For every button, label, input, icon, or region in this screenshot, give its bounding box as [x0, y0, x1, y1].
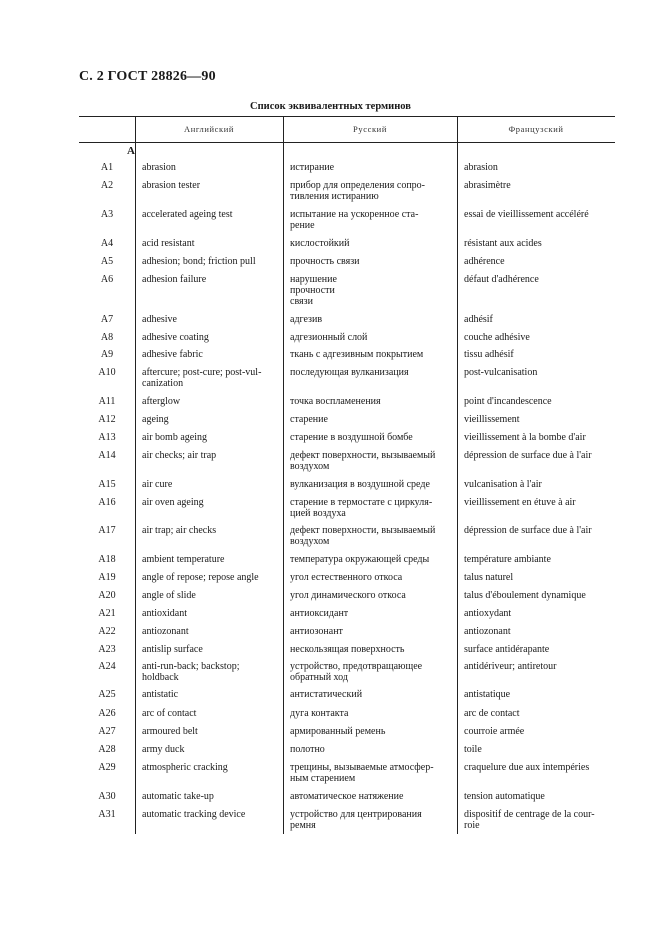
term-french: courroie armée — [464, 726, 525, 737]
term-code: А30 — [98, 791, 116, 802]
term-russian: устройство для центрирования ремня — [290, 809, 422, 831]
term-french: vulcanisation à l'air — [464, 479, 542, 490]
term-code: А29 — [98, 762, 116, 773]
term-russian: дефект поверхности, вызываемый воздухом — [290, 450, 436, 472]
term-english: angle of repose; repose angle — [142, 572, 259, 583]
term-french: adhésif — [464, 314, 493, 325]
term-english: air bomb ageing — [142, 432, 207, 443]
term-french: tension automatique — [464, 791, 545, 802]
term-french: craquelure due aux intempéries — [464, 762, 590, 773]
term-code: А17 — [98, 525, 116, 536]
term-code: А28 — [98, 744, 116, 755]
term-code: А5 — [100, 256, 114, 267]
term-english: air checks; air trap — [142, 450, 217, 461]
term-french: couche adhésive — [464, 332, 530, 343]
table-title: Список эквивалентных терминов — [250, 101, 411, 112]
term-french: antioxydant — [464, 608, 512, 619]
term-russian: прочность связи — [290, 256, 360, 267]
column-divider — [135, 116, 136, 834]
term-code: А7 — [100, 314, 114, 325]
term-french: abrasimètre — [464, 180, 511, 191]
term-english: automatic tracking device — [142, 809, 246, 820]
term-russian: армированный ремень — [290, 726, 386, 737]
term-french: toile — [464, 744, 482, 755]
table-header — [79, 116, 615, 143]
term-code: А16 — [98, 497, 116, 508]
term-french: vieillissement — [464, 414, 520, 425]
term-french: adhérence — [464, 256, 505, 267]
term-english: adhesion; bond; friction pull — [142, 256, 256, 267]
term-french: dispositif de centrage de la cour- roie — [464, 809, 595, 831]
column-header-english: Английский — [183, 124, 235, 134]
term-russian: адгезив — [290, 314, 323, 325]
term-code: А27 — [98, 726, 116, 737]
term-code: А14 — [98, 450, 116, 461]
term-french: surface antidérapante — [464, 644, 550, 655]
term-english: adhesive fabric — [142, 349, 203, 360]
term-french: talus d'éboulement dynamique — [464, 590, 586, 601]
term-french: dépression de surface due à l'air — [464, 450, 592, 461]
term-english: acid resistant — [142, 238, 195, 249]
term-code: А18 — [98, 554, 116, 565]
term-russian: истирание — [290, 162, 335, 173]
term-english: anti-run-back; backstop; holdback — [142, 661, 240, 683]
term-french: résistant aux acides — [464, 238, 542, 249]
term-french: vieillissement à la bombe d'air — [464, 432, 586, 443]
term-russian: нескользящая поверхность — [290, 644, 405, 655]
term-code: А11 — [98, 396, 116, 407]
term-code: А24 — [98, 661, 116, 672]
term-code: А20 — [98, 590, 116, 601]
term-russian: антиоксидант — [290, 608, 349, 619]
term-french: abrasion — [464, 162, 498, 173]
term-russian: старение в термостате с циркуля- цией воздуха — [290, 497, 433, 519]
term-english: antistatic — [142, 689, 179, 700]
term-russian: трещины, вызываемые атмосфер- ным старением — [290, 762, 434, 784]
term-code: А2 — [100, 180, 114, 191]
term-code: А31 — [98, 809, 116, 820]
term-french: point d'incandescence — [464, 396, 552, 407]
term-code: А22 — [98, 626, 116, 637]
term-code: А3 — [100, 209, 114, 220]
term-english: antiozonant — [142, 626, 189, 637]
term-english: arc of contact — [142, 708, 197, 719]
term-code: А25 — [98, 689, 116, 700]
term-russian: угол динамического откоса — [290, 590, 406, 601]
term-english: ageing — [142, 414, 169, 425]
term-russian: нарушение прочности связи — [290, 274, 337, 307]
term-russian: антиозонант — [290, 626, 343, 637]
term-english: air oven ageing — [142, 497, 204, 508]
term-russian: дуга контакта — [290, 708, 349, 719]
page-header: С. 2 ГОСТ 28826—90 — [79, 69, 216, 84]
term-english: angle of slide — [142, 590, 196, 601]
term-english: afterglow — [142, 396, 181, 407]
term-french: antidériveur; antiretour — [464, 661, 557, 672]
term-french: dépression de surface due à l'air — [464, 525, 592, 536]
term-english: abrasion — [142, 162, 176, 173]
term-french: essai de vieillissement accéléré — [464, 209, 589, 220]
term-english: air trap; air checks — [142, 525, 217, 536]
term-french: tissu adhésif — [464, 349, 514, 360]
term-russian: вулканизация в воздушной среде — [290, 479, 430, 490]
term-russian: ткань с адгезивным покрытием — [290, 349, 424, 360]
term-code: А26 — [98, 708, 116, 719]
term-russian: прибор для определения сопро- тивления истиранию — [290, 180, 426, 202]
term-russian: устройство, предотвращающее обратный ход — [290, 661, 423, 683]
term-english: abrasion tester — [142, 180, 201, 191]
term-english: army duck — [142, 744, 185, 755]
term-french: vieillissement en étuve à air — [464, 497, 576, 508]
column-divider — [283, 116, 284, 834]
term-russian: последующая вулканизация — [290, 367, 409, 378]
term-russian: антистатический — [290, 689, 363, 700]
term-english: antioxidant — [142, 608, 187, 619]
term-code: А15 — [98, 479, 116, 490]
term-english: aftercure; post-cure; post-vul- canization — [142, 367, 262, 389]
term-french: antiozonant — [464, 626, 511, 637]
term-english: armoured belt — [142, 726, 198, 737]
term-english: adhesion failure — [142, 274, 207, 285]
term-russian: температура окружающей среды — [290, 554, 430, 565]
term-code: А8 — [100, 332, 114, 343]
term-code: А21 — [98, 608, 116, 619]
column-header-french: Французский — [508, 124, 564, 134]
term-french: température ambiante — [464, 554, 551, 565]
term-code: А10 — [98, 367, 116, 378]
term-russian: полотно — [290, 744, 325, 755]
term-french: défaut d'adhérence — [464, 274, 539, 285]
term-code: А13 — [98, 432, 116, 443]
section-letter: А — [127, 145, 135, 157]
term-russian: дефект поверхности, вызываемый воздухом — [290, 525, 436, 547]
term-english: atmospheric cracking — [142, 762, 228, 773]
term-russian: угол естественного откоса — [290, 572, 403, 583]
term-russian: старение в воздушной бомбе — [290, 432, 413, 443]
term-russian: кислостойкий — [290, 238, 350, 249]
terms-table — [79, 116, 615, 143]
term-russian: испытание на ускоренное ста- рение — [290, 209, 419, 231]
term-russian: старение — [290, 414, 328, 425]
term-russian: точка воспламенения — [290, 396, 381, 407]
term-code: А12 — [98, 414, 116, 425]
term-english: ambient temperature — [142, 554, 225, 565]
term-russian: автоматическое натяжение — [290, 791, 404, 802]
term-french: arc de contact — [464, 708, 520, 719]
term-code: А6 — [100, 274, 114, 285]
term-code: А19 — [98, 572, 116, 583]
term-english: air cure — [142, 479, 173, 490]
term-french: antistatique — [464, 689, 511, 700]
term-english: automatic take-up — [142, 791, 214, 802]
term-english: antislip surface — [142, 644, 203, 655]
term-english: adhesive — [142, 314, 177, 325]
term-french: talus naturel — [464, 572, 514, 583]
term-english: accelerated ageing test — [142, 209, 233, 220]
term-code: А1 — [100, 162, 114, 173]
term-code: А4 — [100, 238, 114, 249]
term-code: А23 — [98, 644, 116, 655]
term-code: А9 — [100, 349, 114, 360]
term-french: post-vulcanisation — [464, 367, 538, 378]
term-english: adhesive coating — [142, 332, 209, 343]
column-header-russian: Русский — [353, 124, 387, 134]
term-russian: адгезионный слой — [290, 332, 368, 343]
